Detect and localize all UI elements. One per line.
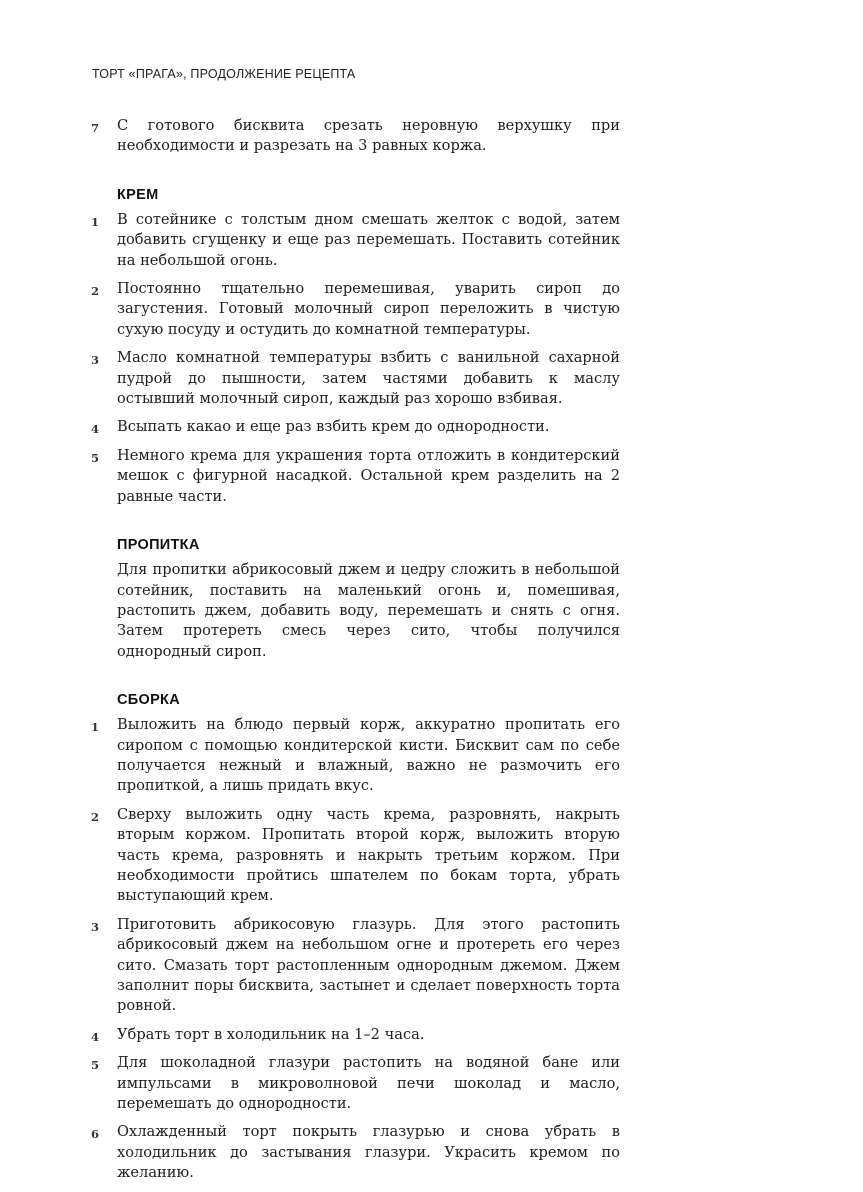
step-text: Приготовить абрикосовую глазурь. Для этого растопить абрикосовый джем на небольшом огне и протереть его через сито. Смазать торт растопленным однородным джемом. Джем заполнит поры бисквита, застынет и сделает поверхность торта ровной. [117,915,620,1015]
assembly-steps [90,715,620,1184]
step-number: 3 [91,353,100,368]
assembly-step [90,915,620,1017]
assembly-step [90,715,620,797]
step-text: В сотейнике с толстым дном смешать желток с водой, затем добавить сгущенку и еще раз перемешать. Поставить сотейник на небольшой огонь. [117,210,620,269]
assembly-step [90,805,620,907]
cream-step [90,210,620,271]
step-number: 5 [91,450,100,465]
step-number: 2 [91,809,100,824]
step-text: Немного крема для украшения торта отложить в кондитерский мешок с фигурной насадкой. Остальной крем разделить на 2 равные части. [117,446,620,505]
step-number: 7 [91,121,100,135]
cream-step [90,417,620,437]
step-number: 3 [91,919,100,934]
cream-step [90,279,620,340]
step-text: С готового бисквита срезать неровную верхушку при необходимости и разрезать на 3 равных коржа. [117,117,620,155]
running-head: ТОРТ «ПРАГА», ПРОДОЛЖЕНИЕ РЕЦЕПТА [92,67,356,81]
step-text: Сверху выложить одну часть крема, разровнять, накрыть вторым коржом. Пропитать второй корж, выложить вторую часть крема, разровнять и накрыть третьим коржом. При необходимости пройтись шпателем по бокам торта, убрать выступающий крем. [117,805,620,905]
step-number: 6 [91,1127,100,1142]
recipe-content [90,116,620,1192]
section-title-cream: КРЕМ [117,186,159,203]
soak-paragraph: Для пропитки абрикосовый джем и цедру сложить в небольшой сотейник, поставить на маленький огонь и, помешивая, растопить джем, добавить воду, перемешать и снять с огня. Затем протереть смесь через сито, чтобы получился однородный сироп. [117,561,620,660]
step-text: Выложить на блюдо первый корж, аккуратно пропитать его сиропом с помощью кондитерской кисти. Бисквит сам по себе получается нежный и влажный, важно не размочить его пропиткой, а лишь придать вкус. [117,716,620,795]
step-number: 4 [91,422,100,437]
step-text: Охлажденный торт покрыть глазурью и снова убрать в холодильник до застывания глазури. Украсить кремом по желанию. [117,1123,620,1182]
cream-step [90,446,620,507]
step-text: Всыпать какао и еще раз взбить крем до однородности. [117,418,550,436]
cream-steps [90,210,620,507]
intro-step [90,116,620,157]
step-number: 1 [91,214,100,229]
step-number: 1 [91,720,100,735]
cream-step [90,348,620,409]
step-number: 4 [91,1029,100,1044]
step-text: Для шоколадной глазури растопить на водяной бане или импульсами в микроволновой печи шоколад и масло, перемешать до однородности. [117,1054,620,1113]
step-text: Убрать торт в холодильник на 1–2 часа. [117,1025,425,1043]
step-text: Масло комнатной температуры взбить с ванильной сахарной пудрой до пышности, затем частями добавить к маслу остывший молочный сироп, каждый раз хорошо взбивая. [117,349,620,408]
assembly-step [90,1122,620,1183]
section-title-assembly: СБОРКА [117,692,180,709]
section-title-soak: ПРОПИТКА [117,537,200,554]
step-number: 2 [91,284,100,299]
assembly-step [90,1053,620,1114]
step-text: Постоянно тщательно перемешивая, уварить сироп до загустения. Готовый молочный сироп переложить в чистую сухую посуду и остудить до комнатной температуры. [117,280,620,338]
step-number: 5 [91,1058,100,1073]
assembly-step [90,1025,620,1045]
